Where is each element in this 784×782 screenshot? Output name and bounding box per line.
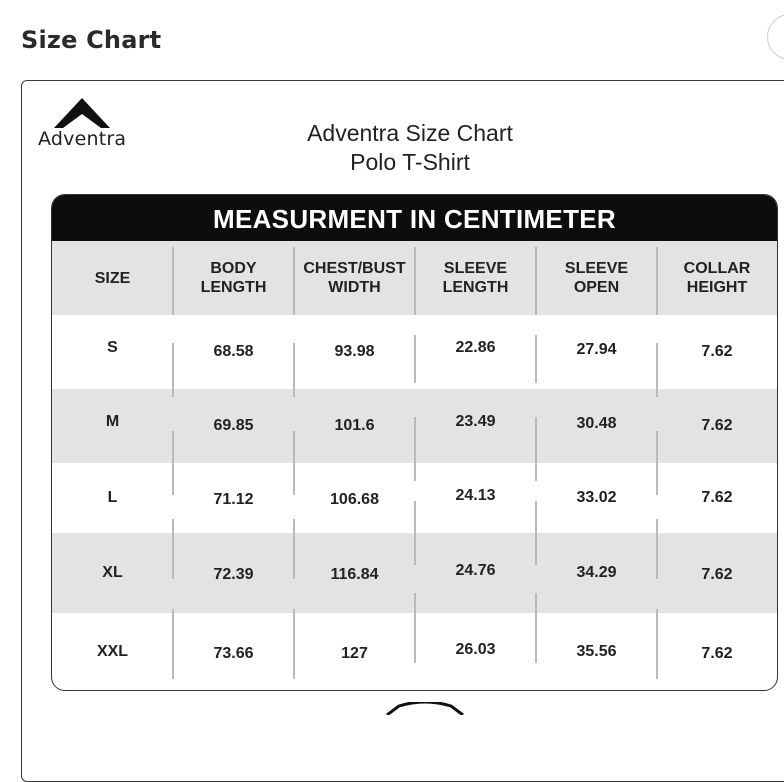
column-divider: [172, 431, 174, 495]
cell-sleeve-open: 33.02: [576, 489, 617, 506]
tshirt-outline-icon: [385, 702, 465, 715]
header-size: SIZE: [94, 269, 131, 287]
column-divider: [535, 501, 537, 565]
cell-sleeve-length: 23.49: [455, 413, 496, 430]
column-divider: [656, 519, 658, 579]
cell-size: XXL: [96, 642, 129, 660]
cell-chest-bust-width: 101.6: [334, 417, 375, 434]
column-divider: [414, 593, 416, 663]
cell-body-length: 69.85: [213, 417, 254, 434]
column-divider: [172, 519, 174, 579]
mountain-chevron-icon: [54, 98, 110, 128]
cell-chest-bust-width: 116.84: [330, 566, 379, 583]
size-table: [51, 194, 778, 691]
chart-title-line-2: Polo T-Shirt: [350, 149, 470, 175]
column-divider: [172, 247, 174, 315]
column-divider: [293, 247, 295, 315]
cell-size: S: [107, 339, 118, 356]
cell-sleeve-length: 26.03: [455, 640, 496, 658]
cell-sleeve-open: 30.48: [576, 415, 617, 432]
brand-name: Adventra: [38, 128, 127, 150]
cell-size: M: [105, 413, 120, 430]
cell-chest-bust-width: 106.68: [330, 491, 379, 508]
column-divider: [293, 609, 295, 679]
chart-title-line-1: Adventra Size Chart: [307, 120, 513, 146]
column-divider: [535, 335, 537, 383]
column-divider: [414, 417, 416, 481]
column-divider: [414, 501, 416, 565]
cell-collar-height: 7.62: [701, 489, 733, 506]
cell-body-length: 71.12: [213, 491, 254, 508]
column-divider: [535, 247, 537, 315]
cell-chest-bust-width: 127: [341, 644, 368, 662]
header-chest-bust-width: CHEST/BUST WIDTH: [303, 260, 406, 296]
cell-sleeve-length: 24.76: [455, 562, 496, 579]
column-divider: [656, 431, 658, 495]
cell-collar-height: 7.62: [701, 417, 733, 434]
cell-body-length: 72.39: [213, 566, 254, 583]
cell-body-length: 68.58: [213, 343, 254, 360]
cell-chest-bust-width: 93.98: [334, 343, 375, 360]
chart-title: [250, 119, 570, 177]
cell-size: L: [107, 489, 118, 506]
close-button[interactable]: [767, 14, 784, 60]
column-divider: [535, 417, 537, 481]
column-divider: [656, 343, 658, 397]
header-collar-height: COLLAR HEIGHT: [683, 260, 751, 296]
header-body-length: BODY LENGTH: [200, 260, 267, 296]
brand-logo: [38, 98, 134, 156]
column-divider: [172, 609, 174, 679]
cell-sleeve-open: 35.56: [576, 642, 617, 660]
header-sleeve-open: SLEEVE OPEN: [564, 260, 629, 296]
cell-size: XL: [102, 564, 123, 581]
column-divider: [293, 343, 295, 397]
cell-collar-height: 7.62: [701, 566, 733, 583]
cell-body-length: 73.66: [213, 644, 254, 662]
column-divider: [656, 609, 658, 679]
table-banner: MEASURMENT IN CENTIMETER: [52, 195, 777, 241]
cell-sleeve-length: 24.13: [455, 487, 496, 504]
cell-sleeve-open: 27.94: [576, 341, 617, 358]
column-divider: [414, 335, 416, 383]
cell-sleeve-open: 34.29: [576, 564, 617, 581]
cell-collar-height: 7.62: [701, 644, 733, 662]
header-sleeve-length: SLEEVE LENGTH: [442, 260, 509, 296]
column-divider: [293, 519, 295, 579]
column-divider: [172, 343, 174, 397]
column-divider: [535, 593, 537, 663]
column-divider: [293, 431, 295, 495]
page-title: Size Chart: [21, 26, 162, 54]
column-divider: [656, 247, 658, 315]
column-divider: [414, 247, 416, 315]
cell-collar-height: 7.62: [701, 343, 733, 360]
cell-sleeve-length: 22.86: [455, 339, 496, 356]
